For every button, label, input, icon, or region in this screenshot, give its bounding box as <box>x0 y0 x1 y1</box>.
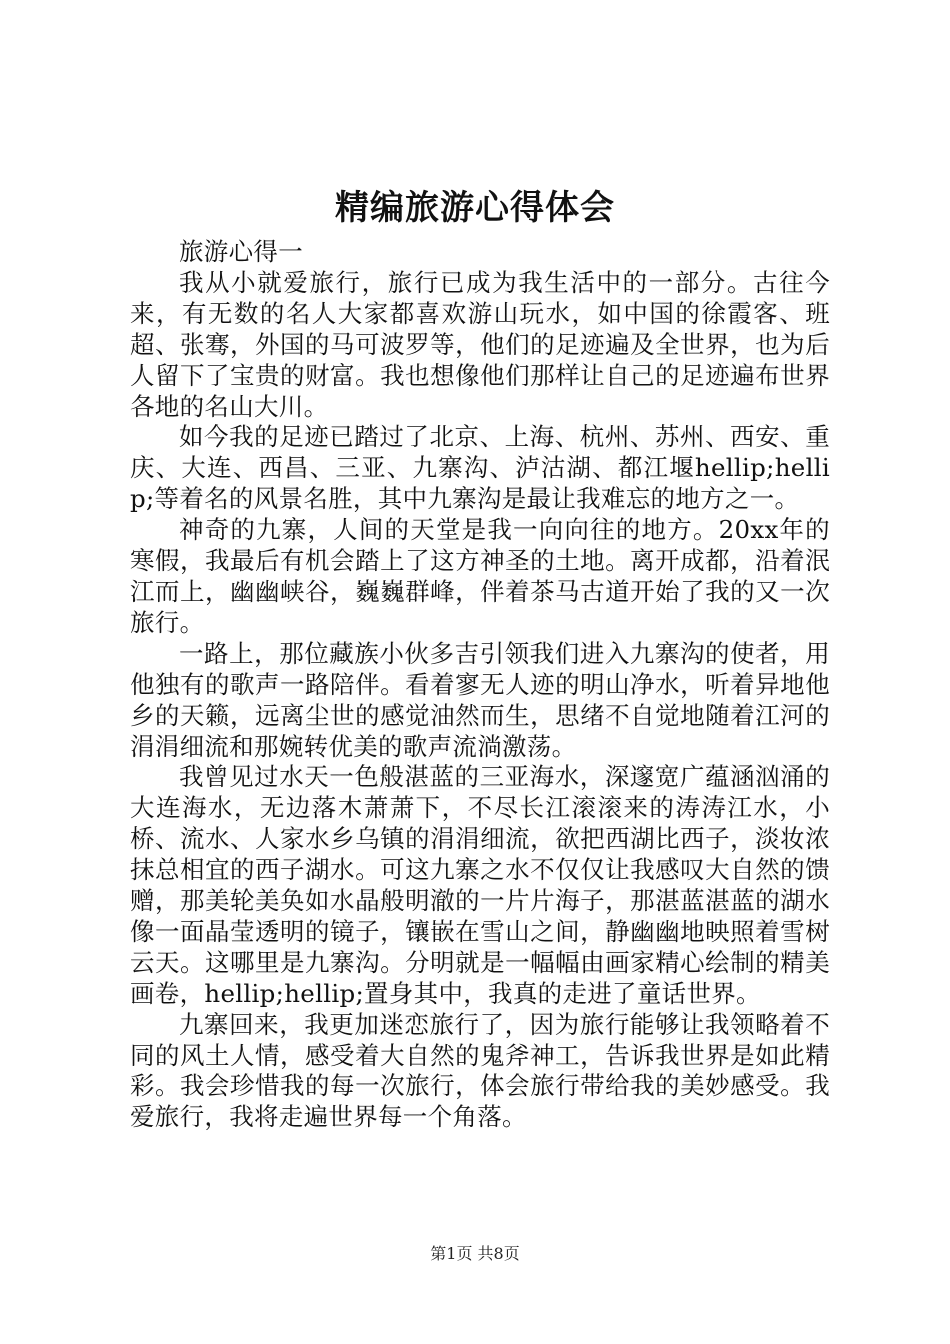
paragraph: 我从小就爱旅行，旅行已成为我生活中的一部分。古往今来，有无数的名人大家都喜欢游山玩水，如中国的徐霞客、班超、张骞，外国的马可波罗等，他们的足迹遍及全世界，也为后人留下了宝贵的财富。我也想像他们那样让自己的足迹遍布世界各地的名山大川。 <box>130 267 830 421</box>
paragraph: 如今我的足迹已踏过了北京、上海、杭州、苏州、西安、重庆、大连、西昌、三亚、九寨沟、泸沽湖、都江堰hellip;hellip;等着名的风景名胜，其中九寨沟是最让我难忘的地方之一。 <box>130 422 830 514</box>
document-title: 精编旅游心得体会 <box>335 188 615 228</box>
paragraph: 一路上，那位藏族小伙多吉引领我们进入九寨沟的使者，用他独有的歌声一路陪伴。看着寥无人迹的明山净水，听着异地他乡的天籁，远离尘世的感觉油然而生，思绪不自觉地随着江河的涓涓细流和那婉转优美的歌声流淌激荡。 <box>130 638 830 761</box>
section-heading: 旅游心得一 <box>179 237 303 266</box>
paragraph: 神奇的九寨，人间的天堂是我一向向往的地方。20xx年的寒假，我最后有机会踏上了这方神圣的土地。离开成都，沿着泯江而上，幽幽峡谷，巍巍群峰，伴着茶马古道开始了我的又一次旅行。 <box>130 515 830 637</box>
page-footer: 第1页 共8页 <box>430 1244 520 1263</box>
document-body <box>130 237 830 1133</box>
paragraph: 九寨回来，我更加迷恋旅行了，因为旅行能够让我领略着不同的风土人情，感受着大自然的鬼斧神工，告诉我世界是如此精彩。我会珍惜我的每一次旅行，体会旅行带给我的美妙感受。我爱旅行，我将走遍世界每一个角落。 <box>130 1009 830 1132</box>
paragraph: 我曾见过水天一色般湛蓝的三亚海水，深邃宽广蕴涵汹涌的大连海水，无边落木萧萧下，不尽长江滚滚来的涛涛江水，小桥、流水、人家水乡乌镇的涓涓细流，欲把西湖比西子，淡妆浓抹总相宜的西子湖水。可这九寨之水不仅仅让我感叹大自然的馈赠，那美轮美奂如水晶般明澈的一片片海子，那湛蓝湛蓝的湖水像一面晶莹透明的镜子，镶嵌在雪山之间，静幽幽地映照着雪树云天。这哪里是九寨沟。分明就是一幅幅由画家精心绘制的精美画卷，hellip;hellip;置身其中，我真的走进了童话世界。 <box>130 762 830 1008</box>
